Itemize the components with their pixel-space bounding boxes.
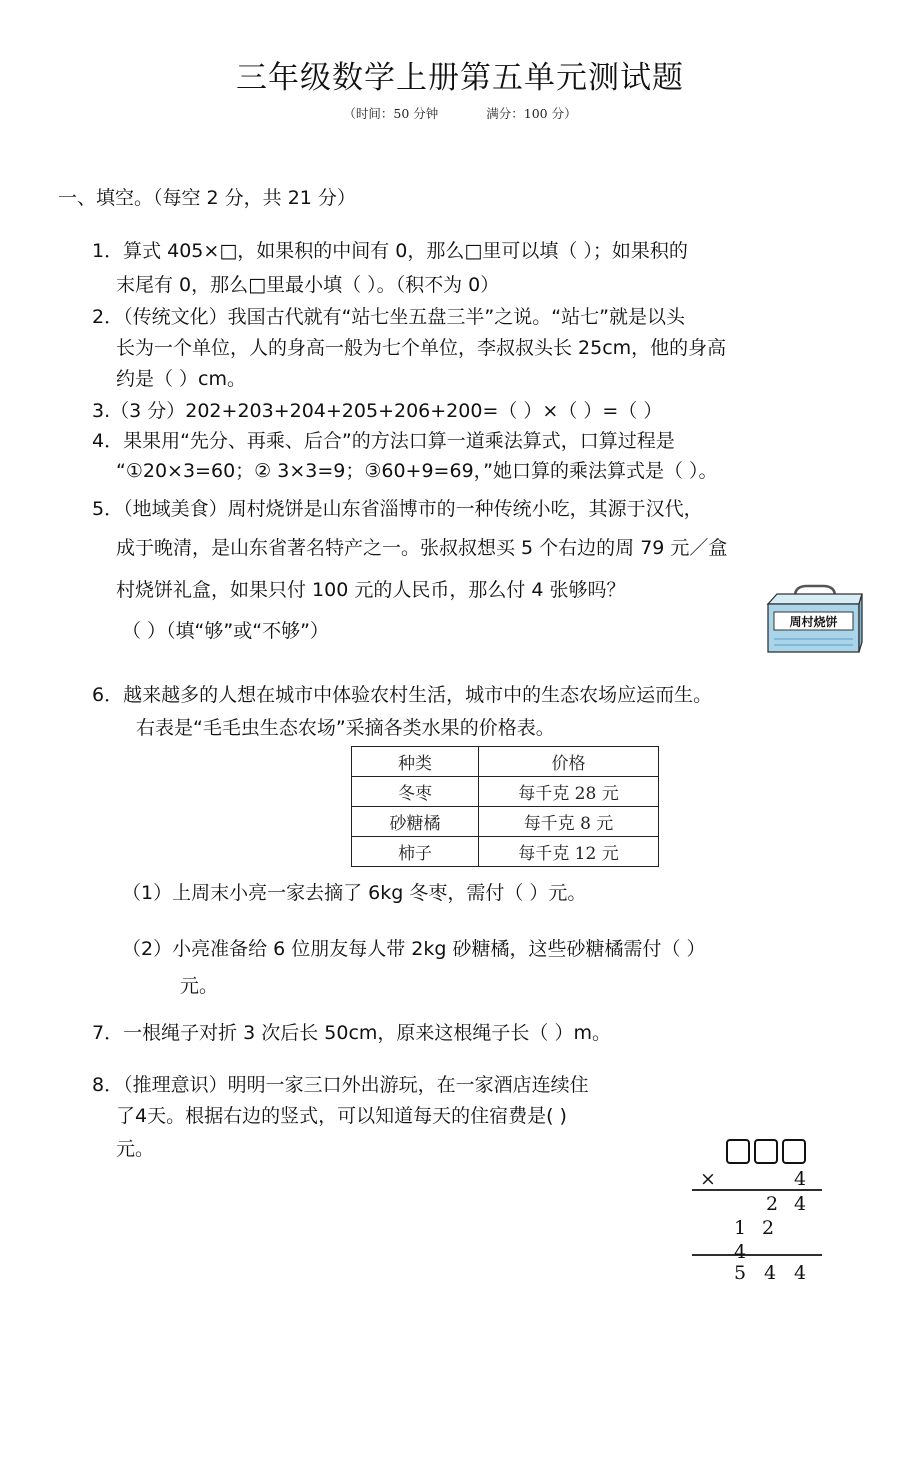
q6-line2: 右表是“毛毛虫生态农场”采摘各类水果的价格表。: [136, 717, 555, 739]
q2-line1: 2．（传统文化）我国古代就有“站七坐五盘三半”之说。“站七”就是以头: [92, 306, 685, 328]
table-cell-fruit: 冬枣: [352, 777, 479, 807]
q4-line2: “①20×3=60；② 3×3=9；③60+9=69，”她口算的乘法算式是（ ）。: [116, 460, 718, 482]
q5-line4: （ ）（填“够”或“不够”）: [122, 620, 329, 642]
q6-sub2-line1: （2）小亮准备给 6 位朋友每人带 2kg 砂糖橘，这些砂糖橘需付（ ）: [122, 938, 706, 960]
blank-digit-box: [755, 1140, 777, 1163]
vertical-multiplication: [688, 1134, 828, 1284]
q4-line1: 4．果果用“先分、再乘、后合”的方法口算一道乘法算式，口算过程是: [92, 430, 675, 452]
q8-line3: 元。: [116, 1138, 155, 1160]
table-row: [352, 837, 659, 867]
table-row: [352, 807, 659, 837]
table-header-type: 种类: [352, 747, 479, 777]
table-header-price: 价格: [479, 747, 659, 777]
table-cell-price: 每千克 8 元: [479, 807, 659, 837]
section-heading: 一、填空。（每空 2 分，共 21 分）: [58, 187, 356, 209]
table-cell-price: 每千克 28 元: [479, 777, 659, 807]
q8-line2: 了4天。根据右边的竖式，可以知道每天的住宿费是( ): [116, 1105, 567, 1127]
exam-info: [0, 104, 920, 122]
table-row: [352, 777, 659, 807]
table-cell-fruit: 砂糖橘: [352, 807, 479, 837]
full-score: 满分：100 分）: [486, 106, 577, 121]
result-digit: 4: [764, 1262, 777, 1284]
q2-line3: 约是（ ）cm。: [116, 368, 246, 390]
q7-line1: 7．一根绳子对折 3 次后长 50cm，原来这根绳子长（ ）m。: [92, 1022, 611, 1044]
q1-line1: 1．算式 405×□，如果积的中间有 0，那么□里可以填（ ）；如果积的: [92, 240, 688, 262]
q5-line1: 5．（地域美食）周村烧饼是山东省淄博市的一种传统小吃，其源于汉代，: [92, 498, 703, 520]
gift-box-illustration: [765, 584, 865, 656]
table-cell-fruit: 柿子: [352, 837, 479, 867]
multiplier-digit: 4: [794, 1168, 807, 1190]
times-sign: ×: [700, 1168, 716, 1190]
partial2-digit: 1: [734, 1217, 747, 1239]
time-limit: （时间：50 分钟: [343, 106, 439, 121]
partial1-digit: 4: [794, 1193, 807, 1215]
q1-line2: 末尾有 0，那么□里最小填（ ）。（积不为 0）: [116, 274, 500, 296]
result-digit: 5: [734, 1262, 747, 1284]
result-digit: 4: [794, 1262, 807, 1284]
table-cell-price: 每千克 12 元: [479, 837, 659, 867]
q6-sub1: （1）上周末小亮一家去摘了 6kg 冬枣，需付（ ）元。: [122, 882, 587, 904]
q2-line2: 长为一个单位，人的身高一般为七个单位，李叔叔头长 25cm，他的身高: [116, 337, 727, 359]
q5-line2: 成于晚清，是山东省著名特产之一。张叔叔想买 5 个右边的周 79 元／盒: [116, 537, 728, 559]
blank-digit-box: [783, 1140, 805, 1163]
q5-line3: 村烧饼礼盒，如果只付 100 元的人民币，那么付 4 张够吗？: [116, 579, 626, 601]
gift-box-label: 周村烧饼: [789, 615, 838, 629]
q8-line1: 8．（推理意识）明明一家三口外出游玩，在一家酒店连续住: [92, 1074, 589, 1096]
partial2-digit: 2: [762, 1217, 775, 1239]
blank-digit-box: [727, 1140, 749, 1163]
q6-line1: 6．越来越多的人想在城市中体验农村生活，城市中的生态农场应运而生。: [92, 684, 713, 706]
table-header-row: [352, 747, 659, 777]
partial1-digit: 2: [766, 1193, 779, 1215]
fruit-price-table: [351, 746, 659, 867]
page-title: 三年级数学上册第五单元测试题: [236, 60, 684, 96]
partial3-digit: 4: [734, 1241, 747, 1263]
q3-line1: 3.（3 分）202+203+204+205+206+200=（ ）×（ ）=（ ）: [92, 400, 663, 422]
q6-sub2-line2: 元。: [180, 975, 219, 997]
